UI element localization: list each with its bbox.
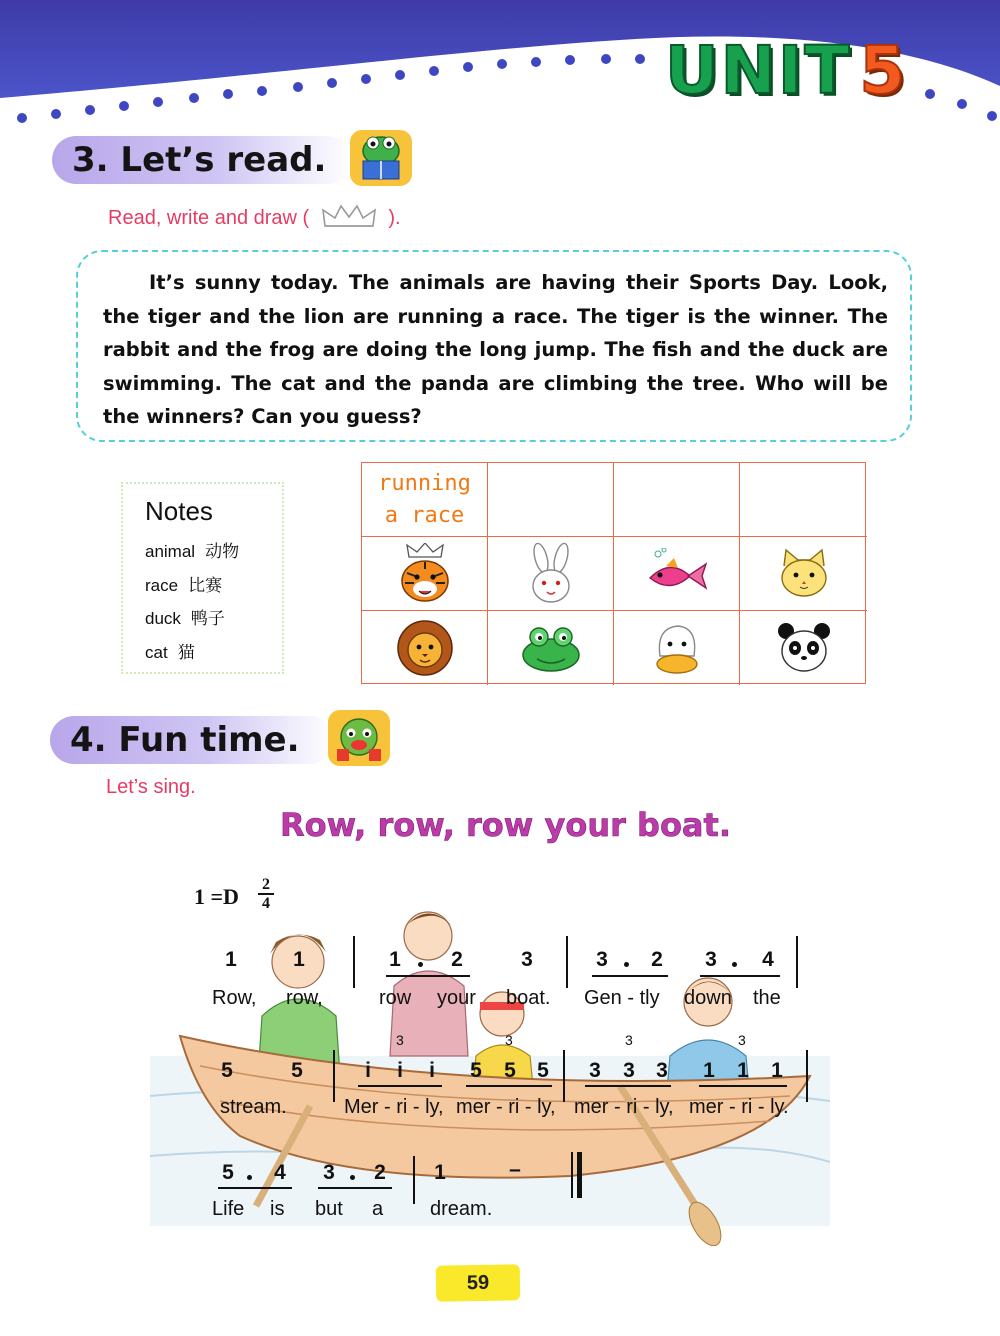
reading-passage-box (76, 250, 912, 442)
note-item: cat 猫 (145, 642, 195, 662)
bar-line (413, 1156, 415, 1204)
activity-table (361, 462, 866, 684)
triplet-mark: 3 (738, 1032, 746, 1048)
note: 3 (656, 1059, 668, 1082)
note: 5 (291, 1059, 303, 1082)
note: 2 (451, 948, 463, 971)
section-3-banner (52, 136, 352, 184)
note: 3 (623, 1059, 635, 1082)
section-4-title: 4. Fun time. (70, 720, 300, 760)
triplet-mark: 3 (505, 1032, 513, 1048)
dotted-note-mark (418, 962, 423, 967)
note: 3 (705, 948, 717, 971)
note: – (509, 1158, 521, 1181)
reading-passage: It’s sunny today. The animals are having their Sports Day. Look, the tiger and the lion are running a race. The tiger is the winner. The rabbit and the frog are doing the long jump. The fish and the duck are swimming. The cat and the panda are climbing the tree. Who will be the winners? Can you guess? (103, 271, 888, 428)
note: i (397, 1059, 403, 1082)
lyric: row, (286, 987, 323, 1009)
lyric: your (437, 987, 476, 1009)
lyric: mer - ri - ly, (574, 1096, 674, 1118)
note: 5 (222, 1161, 234, 1184)
panda-icon (776, 621, 832, 675)
bar-line (353, 936, 355, 988)
bar-line (699, 1085, 787, 1087)
fish-icon (644, 548, 710, 600)
crown-icon (321, 204, 377, 230)
note: 3 (589, 1059, 601, 1082)
dotted-note-mark (350, 1175, 355, 1180)
table-cell (614, 537, 740, 611)
bar-line (585, 1085, 671, 1087)
bar-line (571, 1152, 573, 1198)
cat-icon (776, 548, 832, 600)
duck-icon (648, 620, 706, 676)
table-cell (362, 537, 488, 611)
lion-icon (396, 619, 454, 677)
lyric: the (753, 987, 781, 1009)
note-item: animal 动物 (145, 542, 240, 561)
table-header-cell: running a race (362, 463, 488, 537)
frog-icon (519, 623, 583, 673)
note: 1 (293, 948, 305, 971)
unit-title: UNIT 5 (665, 32, 908, 109)
bar-line (218, 1187, 292, 1189)
dotted-note-mark (624, 962, 629, 967)
note: 5 (537, 1059, 549, 1082)
singing-monkey-icon (328, 710, 390, 766)
bar-line (466, 1085, 552, 1087)
note: 1 (225, 948, 237, 971)
bar-line (563, 1050, 565, 1102)
lyric: Row, (212, 987, 257, 1009)
bar-line (577, 1152, 582, 1198)
dotted-note-mark (732, 962, 737, 967)
table-blank-cell[interactable] (614, 463, 740, 537)
table-cell (488, 611, 614, 685)
note: 1 (737, 1059, 749, 1082)
section-3-title: 3. Let’s read. (72, 140, 327, 180)
bar-line (566, 936, 568, 988)
lyric: a (372, 1198, 384, 1220)
triplet-mark: 3 (625, 1032, 633, 1048)
lyric: mer - ri - ly, (456, 1096, 556, 1118)
note: 5 (504, 1059, 516, 1082)
note: 3 (521, 948, 533, 971)
bar-line (318, 1187, 392, 1189)
note: 1 (389, 948, 401, 971)
note: i (429, 1059, 435, 1082)
page-header (0, 0, 1000, 140)
note: 3 (323, 1161, 335, 1184)
rabbit-icon (523, 542, 579, 606)
bar-line (592, 975, 668, 977)
reading-frog-icon (350, 130, 412, 186)
note: 2 (374, 1161, 386, 1184)
rowing-boat-illustration (150, 906, 830, 1246)
note: 1 (703, 1059, 715, 1082)
table-blank-cell[interactable] (740, 463, 867, 537)
section-4-instruction: Let’s sing. (106, 776, 196, 798)
note: 3 (596, 948, 608, 971)
note: 1 (434, 1161, 446, 1184)
unit-number: 5 (859, 32, 908, 109)
lyric: but (315, 1198, 343, 1220)
table-cell (488, 537, 614, 611)
lyric: mer - ri - ly. (689, 1096, 789, 1118)
dotted-note-mark (247, 1175, 252, 1180)
table-cell (614, 611, 740, 685)
note-item: duck 鸭子 (145, 609, 225, 628)
bar-line (386, 975, 470, 977)
time-signature: 2 4 (258, 877, 274, 911)
lyric: is (270, 1198, 285, 1220)
note: 2 (651, 948, 663, 971)
tiger-with-crown-icon (395, 543, 455, 605)
lyric: row (379, 987, 412, 1009)
note: 5 (470, 1059, 482, 1082)
page-number: 59 (436, 1264, 521, 1301)
bar-line (358, 1085, 442, 1087)
lyric: dream. (430, 1198, 493, 1220)
note-item: race 比赛 (145, 575, 223, 595)
lyric: Mer - ri - ly, (344, 1096, 444, 1118)
note: 1 (771, 1059, 783, 1082)
bar-line (796, 936, 798, 988)
notes-title: Notes (145, 496, 213, 526)
note: i (365, 1059, 371, 1082)
table-cell (362, 611, 488, 685)
lyric: stream. (220, 1096, 287, 1118)
note: 4 (274, 1161, 286, 1184)
section-3-instruction: Read, write and draw ( ). (108, 204, 401, 230)
lyric: down (684, 987, 732, 1009)
lyric: Life (212, 1198, 245, 1220)
triplet-mark: 3 (396, 1032, 404, 1048)
table-cell (740, 537, 867, 611)
lyric: Gen - tly (584, 987, 660, 1009)
table-blank-cell[interactable] (488, 463, 614, 537)
key-signature: 1 =D (194, 884, 239, 909)
notes-box (121, 482, 284, 674)
note: 4 (762, 948, 774, 971)
bar-line (333, 1050, 335, 1102)
table-cell (740, 611, 867, 685)
song-title: Row, row, row your boat. (280, 806, 731, 844)
note: 5 (221, 1059, 233, 1082)
section-4-banner (50, 716, 334, 764)
bar-line (806, 1050, 808, 1102)
bar-line (700, 975, 780, 977)
lyric: boat. (506, 987, 551, 1009)
